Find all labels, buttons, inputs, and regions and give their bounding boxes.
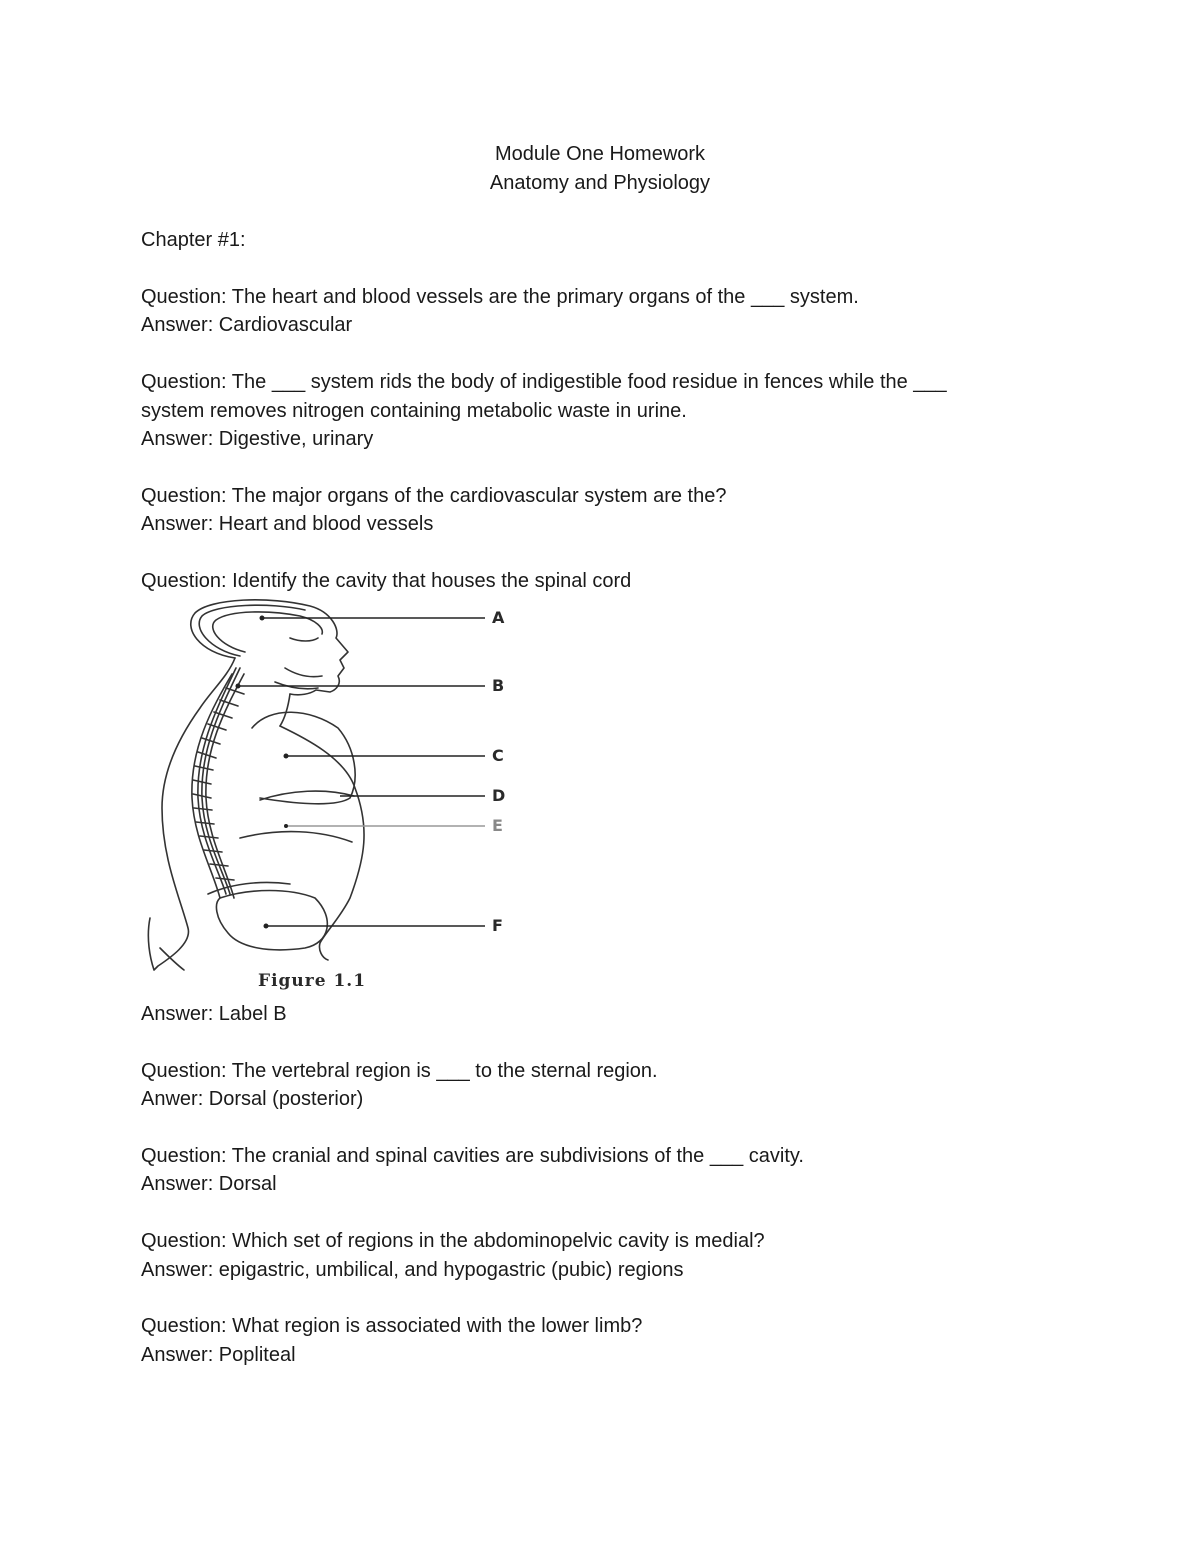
answer-text: Answer: Dorsal	[141, 1173, 277, 1195]
document-title: Module One Homework	[494, 143, 706, 165]
figure-label-d: D	[492, 786, 506, 805]
figure-label-c: C	[492, 746, 504, 765]
figure-label-b: B	[492, 676, 505, 695]
question-text: Question: The cranial and spinal cavities are subdivisions of the ___ cavity.	[141, 1145, 804, 1167]
figure-caption: Figure 1.1	[258, 971, 367, 991]
document-subtitle: Anatomy and Physiology	[489, 172, 711, 194]
question-text: Question: The major organs of the cardiovascular system are the?	[141, 485, 727, 507]
answer-text: Answer: Cardiovascular	[141, 314, 353, 336]
figure-label-a: A	[492, 608, 505, 627]
question-text: Question: The vertebral region is ___ to the sternal region.	[141, 1060, 658, 1082]
answer-text: Answer: Digestive, urinary	[141, 428, 374, 450]
figure-label-f: F	[492, 916, 503, 935]
question-text: Question: What region is associated with the lower limb?	[141, 1315, 643, 1337]
question-text: Question: The heart and blood vessels are the primary organs of the ___ system.	[141, 286, 859, 308]
chapter-heading: Chapter #1:	[141, 229, 246, 251]
question-text: Question: The ___ system rids the body of indigestible food residue in fences while the ___	[141, 371, 947, 393]
figure-label-e: E	[492, 816, 503, 835]
answer-text: Answer: Heart and blood vessels	[141, 513, 434, 535]
answer-text: Answer: Label B	[141, 1003, 287, 1025]
question-text: Question: Which set of regions in the abdominopelvic cavity is medial?	[141, 1230, 765, 1252]
answer-text: Anwer: Dorsal (posterior)	[141, 1088, 364, 1110]
answer-text: Answer: epigastric, umbilical, and hypogastric (pubic) regions	[141, 1259, 684, 1281]
body-cavity-figure	[140, 598, 520, 998]
answer-text: Answer: Popliteal	[141, 1344, 296, 1366]
question-text-continued: system removes nitrogen containing metabolic waste in urine.	[141, 400, 687, 422]
question-text: Question: Identify the cavity that houses the spinal cord	[141, 570, 632, 592]
body-diagram	[140, 598, 520, 998]
